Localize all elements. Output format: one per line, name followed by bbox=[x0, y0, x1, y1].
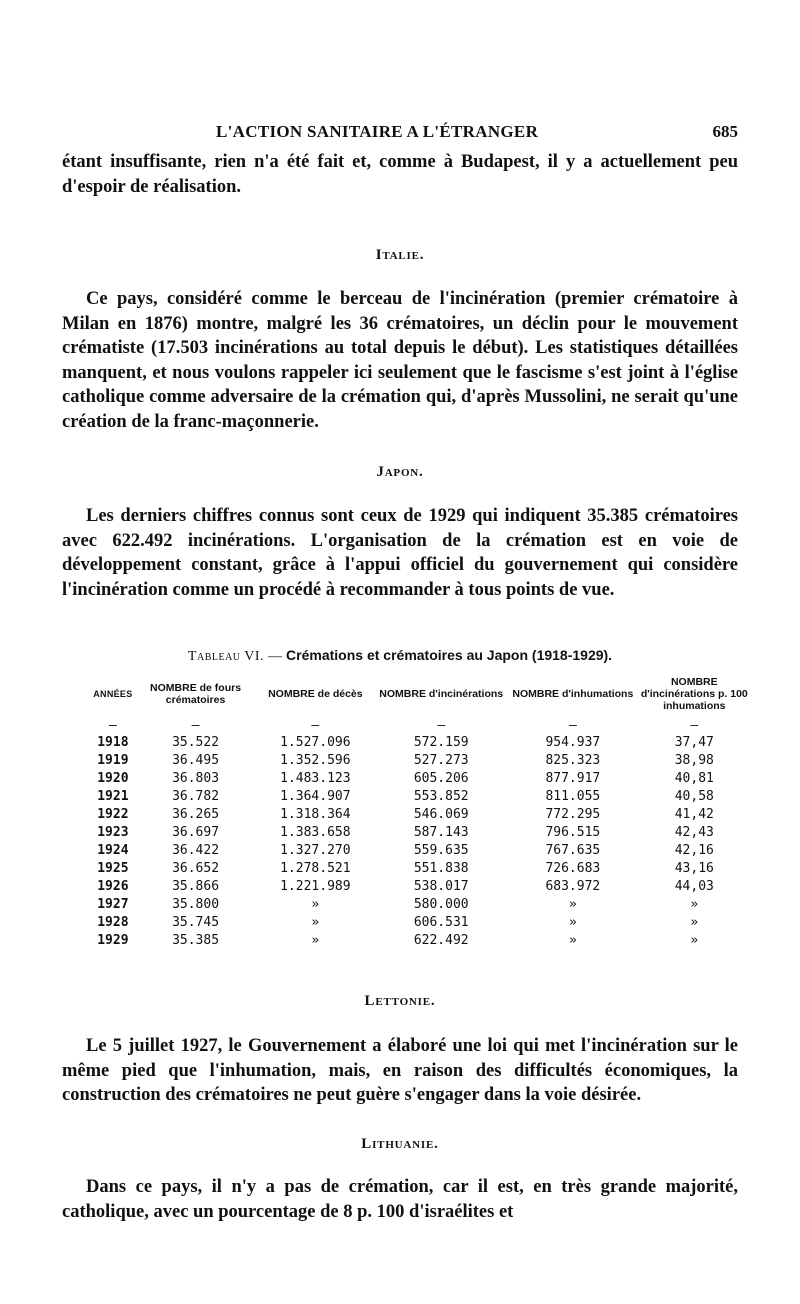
table-cell: » bbox=[690, 897, 699, 912]
table-cell: 1.364.907 bbox=[280, 789, 351, 804]
table-row bbox=[90, 806, 750, 824]
year-cell: 1928 bbox=[97, 915, 129, 930]
table-cell: 580.000 bbox=[413, 897, 469, 912]
table-cell: 1.221.989 bbox=[280, 879, 351, 894]
table-cell: 553.852 bbox=[413, 789, 469, 804]
table-row bbox=[90, 914, 750, 932]
table-cell: 42,16 bbox=[674, 843, 714, 858]
table-header-row bbox=[90, 676, 750, 718]
table-cell: » bbox=[311, 915, 320, 930]
dash-cell: — bbox=[191, 718, 200, 733]
table-cell: 35.522 bbox=[172, 735, 220, 750]
table-cell: 551.838 bbox=[413, 861, 469, 876]
heading-italie: Italie. bbox=[375, 247, 425, 263]
heading-lithuanie: Lithuanie. bbox=[361, 1136, 439, 1152]
col-header-inhumations: NOMBRE d'inhumations bbox=[512, 688, 634, 700]
table-cell: 36.265 bbox=[172, 807, 220, 822]
table-cell: 35.745 bbox=[172, 915, 220, 930]
dash-cell: — bbox=[437, 718, 446, 733]
col-header-deaths: NOMBRE de décès bbox=[268, 688, 363, 700]
table-cell: 527.273 bbox=[413, 753, 469, 768]
year-cell: 1925 bbox=[97, 861, 129, 876]
table-cell: » bbox=[568, 933, 577, 948]
table-cell: 1.383.658 bbox=[280, 825, 351, 840]
year-cell: 1929 bbox=[97, 933, 129, 948]
table-cell: 1.483.123 bbox=[280, 771, 351, 786]
table-row bbox=[90, 824, 750, 842]
table-cell: 954.937 bbox=[545, 735, 601, 750]
table-row bbox=[90, 842, 750, 860]
table-cell: » bbox=[690, 933, 699, 948]
table-cell: 40,58 bbox=[674, 789, 714, 804]
page-number: 685 bbox=[712, 122, 738, 141]
year-cell: 1926 bbox=[97, 879, 129, 894]
paragraph-lettonie: Le 5 juillet 1927, le Gouvernement a élaboré une loi qui met l'incinération sur le même pied que l'inhumation, mais, en raison des difficultés économiques, la construction des crématoires ne peut guère s'engager dans la voie désirée. bbox=[62, 1036, 738, 1105]
table-cell: 606.531 bbox=[413, 915, 469, 930]
table-cell: 41,42 bbox=[674, 807, 714, 822]
paragraph-intro: étant insuffisante, rien n'a été fait et, comme à Budapest, il y a actuellement peu d'espoir de réalisation. bbox=[62, 152, 738, 197]
running-title: L'ACTION SANITAIRE A L'ÉTRANGER bbox=[216, 122, 539, 141]
table-row bbox=[90, 770, 750, 788]
table-cell: 1.352.596 bbox=[280, 753, 351, 768]
table-cell: 622.492 bbox=[413, 933, 469, 948]
heading-lettonie: Lettonie. bbox=[364, 993, 436, 1009]
table-cell: 1.327.270 bbox=[280, 843, 351, 858]
table-cell: 36.803 bbox=[172, 771, 220, 786]
table-cell: 572.159 bbox=[413, 735, 469, 750]
table-row bbox=[90, 752, 750, 770]
table-row bbox=[90, 860, 750, 878]
table-dash-row bbox=[90, 718, 750, 734]
table-cell: 538.017 bbox=[413, 879, 469, 894]
dash-cell: — bbox=[311, 718, 320, 733]
table-cell: 36.697 bbox=[172, 825, 220, 840]
table-row bbox=[90, 788, 750, 806]
year-cell: 1920 bbox=[97, 771, 129, 786]
table-cell: 36.422 bbox=[172, 843, 220, 858]
table-cell: 605.206 bbox=[413, 771, 469, 786]
table-cell: 38,98 bbox=[674, 753, 714, 768]
year-cell: 1923 bbox=[97, 825, 129, 840]
table-cell: » bbox=[690, 915, 699, 930]
cremation-table bbox=[90, 676, 750, 950]
table-caption bbox=[0, 647, 800, 665]
table-cell: 36.652 bbox=[172, 861, 220, 876]
table-cell: 683.972 bbox=[545, 879, 601, 894]
table-cell: 877.917 bbox=[545, 771, 601, 786]
table-cell: » bbox=[568, 915, 577, 930]
table-cell: » bbox=[568, 897, 577, 912]
running-header bbox=[0, 118, 800, 148]
table-cell: 35.866 bbox=[172, 879, 220, 894]
table-cell: 772.295 bbox=[545, 807, 601, 822]
year-cell: 1927 bbox=[97, 897, 129, 912]
table-cell: » bbox=[311, 933, 320, 948]
paragraph-japon: Les derniers chiffres connus sont ceux de 1929 qui indiquent 35.385 crématoires avec 622.492 incinérations. L'organisation de la crémation est en voie de développement constant, grâce à l'appui officiel du gouvernement qui considère l'incinération comme un procédé à recommander à tous points de vue. bbox=[62, 506, 738, 600]
year-cell: 1924 bbox=[97, 843, 129, 858]
table-cell: 767.635 bbox=[545, 843, 601, 858]
table-cell: 40,81 bbox=[674, 771, 714, 786]
table-cell: 42,43 bbox=[674, 825, 714, 840]
year-cell: 1919 bbox=[97, 753, 129, 768]
year-cell: 1921 bbox=[97, 789, 129, 804]
table-cell: 36.782 bbox=[172, 789, 220, 804]
table-cell: 1.527.096 bbox=[280, 735, 351, 750]
table-row bbox=[90, 878, 750, 896]
table-cell: 36.495 bbox=[172, 753, 220, 768]
table-cell: 37,47 bbox=[674, 735, 714, 750]
dash-cell: — bbox=[108, 718, 117, 733]
table-cell: 811.055 bbox=[545, 789, 601, 804]
year-cell: 1922 bbox=[97, 807, 129, 822]
paragraph-italie: Ce pays, considéré comme le berceau de l'incinération (premier crématoire à Milan en 1876) montre, malgré les 36 crématoires, un déclin pour le mouvement crématiste (17.503 incinérations au total depuis le début). Les statistiques détaillées manquent, et nous voulons rappeler ici seulement que le fascisme s'est joint à l'église catholique comme adversaire de la crémation qui, d'après Mussolini, ne serait qu'une création de la franc-maçonnerie. bbox=[62, 289, 738, 432]
table-cell: 44,03 bbox=[674, 879, 714, 894]
dash-cell: — bbox=[690, 718, 699, 733]
table-row bbox=[90, 896, 750, 914]
table-cell: 587.143 bbox=[413, 825, 469, 840]
table-cell: 1.278.521 bbox=[280, 861, 351, 876]
table-cell: 35.385 bbox=[172, 933, 220, 948]
table-cell: 43,16 bbox=[674, 861, 714, 876]
col-header-years: ANNÉES bbox=[93, 689, 133, 699]
year-cell: 1918 bbox=[97, 735, 129, 750]
heading-japon: Japon. bbox=[376, 464, 424, 480]
table-cell: 726.683 bbox=[545, 861, 601, 876]
col-header-incinerations: NOMBRE d'incinérations bbox=[379, 688, 504, 700]
table-cell: 559.635 bbox=[413, 843, 469, 858]
table-caption-label: Tableau VI. — bbox=[187, 649, 283, 664]
table-row bbox=[90, 734, 750, 752]
table-cell: 35.800 bbox=[172, 897, 220, 912]
table-cell: 825.323 bbox=[545, 753, 601, 768]
dash-cell: — bbox=[568, 718, 577, 733]
table-cell: 546.069 bbox=[413, 807, 469, 822]
col-header-furnaces: NOMBRE de fours crématoires bbox=[150, 682, 242, 706]
paragraph-lithuanie: Dans ce pays, il n'y a pas de crémation, car il est, en très grande majorité, catholique, avec un pourcentage de 8 p. 100 d'israélites et bbox=[62, 1177, 738, 1222]
table-cell: 1.318.364 bbox=[280, 807, 351, 822]
col-header-ratio: NOMBRE d'incinérations p. 100 inhumations bbox=[640, 676, 748, 712]
table-cell: 796.515 bbox=[545, 825, 601, 840]
table-caption-title: Crémations et crématoires au Japon (1918-1929). bbox=[286, 647, 613, 663]
table-row bbox=[90, 932, 750, 950]
table-cell: » bbox=[311, 897, 320, 912]
